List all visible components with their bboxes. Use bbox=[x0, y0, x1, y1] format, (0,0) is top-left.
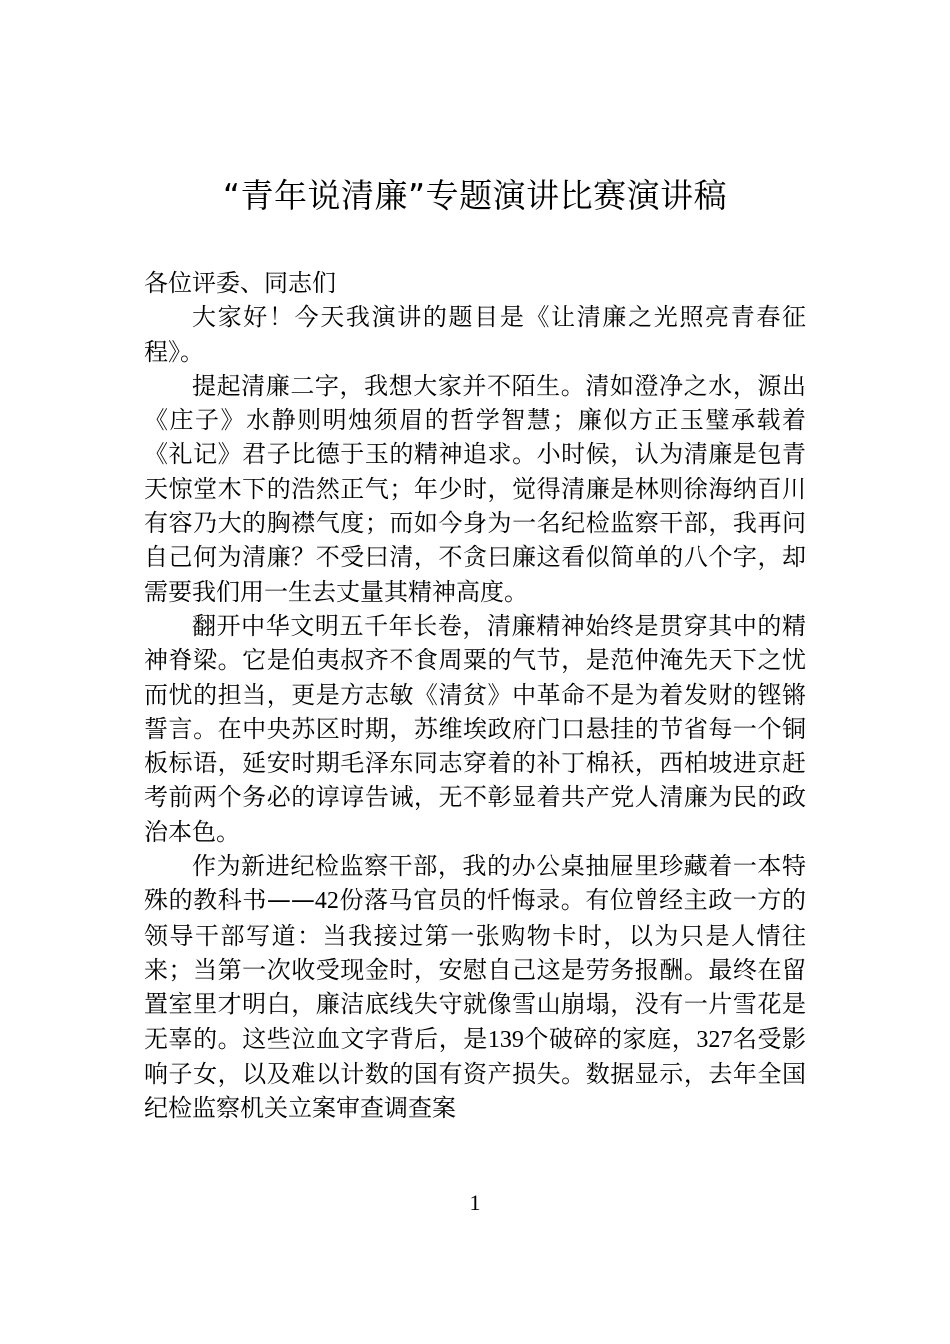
paragraph-confessions-text-3: 个破碎的家庭， bbox=[523, 1024, 697, 1053]
paragraph-confessions bbox=[144, 849, 806, 1125]
paragraph-intro: 大家好！今天我演讲的题目是《让清廉之光照亮青春征程》。 bbox=[144, 303, 806, 366]
document-body bbox=[144, 266, 806, 1125]
salutation: 各位评委、同志们 bbox=[144, 269, 336, 297]
paragraph-confessions-text-2: 份落马官员的忏悔录。有位曾经主政一方的领导干部写道：当我接过第一张购物卡时，以为只是人情往来；当第一次收受现金时，安慰自己这是劳务报酬。最终在留置室里才明白，廉洁底线失守就像雪山崩塌，没有一片雪花是无辜的。这些泣血文字背后，是 bbox=[144, 886, 807, 1053]
confessions-count: 42 bbox=[314, 888, 339, 915]
children-count: 327 bbox=[696, 1026, 733, 1053]
page-number: 1 bbox=[469, 1190, 481, 1215]
paragraph-meaning-of-integrity: 提起清廉二字，我想大家并不陌生。清如澄净之水，源出《庄子》水静则明烛须眉的哲学智慧；廉似方正玉璧承载着《礼记》君子比德于玉的精神追求。小时候，认为清廉是包青天惊堂木下的浩然正气；年少时，觉得清廉是林则徐海纳百川有容乃大的胸襟气度；而如今身为一名纪检监察干部，我再问自己何为清廉？不受曰清，不贪曰廉这看似简单的八个字，却需要我们用一生去丈量其精神高度。 bbox=[144, 371, 806, 606]
paragraph-confessions-text-4: 名受影响子女，以及难以计数的国有资产损失。数据显示，去年全国纪检监察机关立案审查调查案 bbox=[144, 1024, 807, 1123]
page-title: “青年说清廉”专题演讲比赛演讲稿 bbox=[222, 176, 728, 215]
paragraph-confessions-text-1: 作为新进纪检监察干部，我的办公桌抽屉里珍藏着一本特殊的教科书—— bbox=[144, 852, 806, 915]
paragraph-history: 翻开中华文明五千年长卷，清廉精神始终是贯穿其中的精神脊梁。它是伯夷叔齐不食周粟的气节，是范仲淹先天下之忧而忧的担当，更是方志敏《清贫》中革命不是为着发财的铿锵誓言。在中央苏区时期，苏维埃政府门口悬挂的节省每一个铜板标语，延安时期毛泽东同志穿着的补丁棉袄，西柏坡进京赶考前两个务必的谆谆告诫，无不彰显着共产党人清廉为民的政治本色。 bbox=[144, 611, 806, 846]
families-count: 139 bbox=[487, 1026, 524, 1053]
